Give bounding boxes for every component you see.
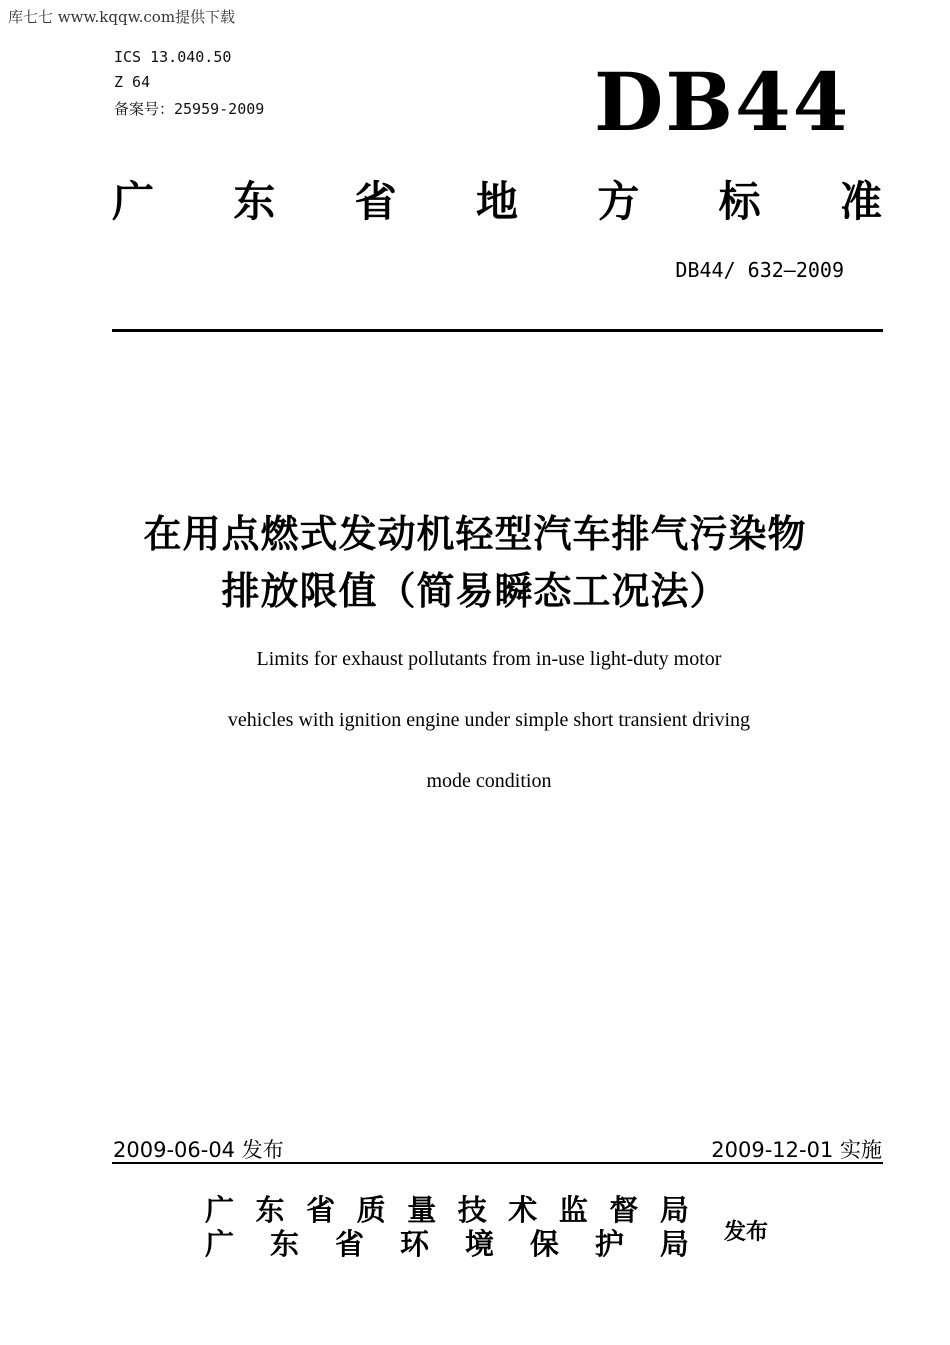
standard-type-char: 省 xyxy=(354,177,397,226)
issuer-char: 广 xyxy=(205,1193,235,1227)
issuer-char: 环 xyxy=(399,1227,429,1261)
issuer-quality-bureau xyxy=(205,1192,689,1228)
title-cn-line1: 在用点燃式发动机轻型汽车排气污染物 xyxy=(143,512,807,556)
classification-code: Z 64 xyxy=(114,73,151,91)
title-cn-line2: 排放限值（简易瞬态工况法） xyxy=(221,569,729,613)
publish-date: 2009-06-04 发布 xyxy=(113,1138,284,1162)
issuer-char: 技 xyxy=(457,1193,487,1227)
issuer-char: 监 xyxy=(558,1193,588,1227)
standard-type-char: 广 xyxy=(112,177,155,226)
issuer-char: 境 xyxy=(464,1227,494,1261)
implement-date: 2009-12-01 实施 xyxy=(711,1138,882,1162)
release-label: 发布 xyxy=(724,1220,769,1245)
title-en-line1: Limits for exhaust pollutants from in-use light-duty motor xyxy=(256,648,722,670)
db44-logo: DB44 xyxy=(594,55,851,149)
standard-type-char: 地 xyxy=(475,177,518,226)
title-en-line3: mode condition xyxy=(426,770,552,792)
title-en-line2: vehicles with ignition engine under simple short transient driving xyxy=(227,709,751,731)
issuer-char: 量 xyxy=(407,1193,437,1227)
issuer-char: 广 xyxy=(205,1227,235,1261)
issuer-char: 术 xyxy=(508,1193,538,1227)
issuer-char: 东 xyxy=(269,1227,299,1261)
filing-number: 备案号：25959-2009 xyxy=(114,100,265,118)
issuer-char: 省 xyxy=(334,1227,364,1261)
issuer-char: 保 xyxy=(529,1227,559,1261)
issuer-char: 质 xyxy=(356,1193,386,1227)
issuer-char: 省 xyxy=(306,1193,336,1227)
bottom-divider xyxy=(112,1162,883,1164)
standard-type-char: 准 xyxy=(839,177,882,226)
issuer-char: 局 xyxy=(659,1193,689,1227)
issuer-environment-bureau xyxy=(205,1226,689,1262)
ics-code: ICS 13.040.50 xyxy=(114,48,232,66)
standard-number: DB44/ 632—2009 xyxy=(675,258,844,282)
standard-type-char: 标 xyxy=(718,177,761,226)
issuer-char: 东 xyxy=(255,1193,285,1227)
standard-type-char: 方 xyxy=(597,177,640,226)
watermark-text: 库七七 www.kqqw.com提供下载 xyxy=(8,8,236,26)
top-divider xyxy=(112,329,883,332)
issuer-char: 督 xyxy=(609,1193,639,1227)
standard-type-char: 东 xyxy=(233,177,276,226)
issuer-char: 局 xyxy=(659,1227,689,1261)
issuer-char: 护 xyxy=(594,1227,624,1261)
standard-type-heading xyxy=(112,174,882,230)
